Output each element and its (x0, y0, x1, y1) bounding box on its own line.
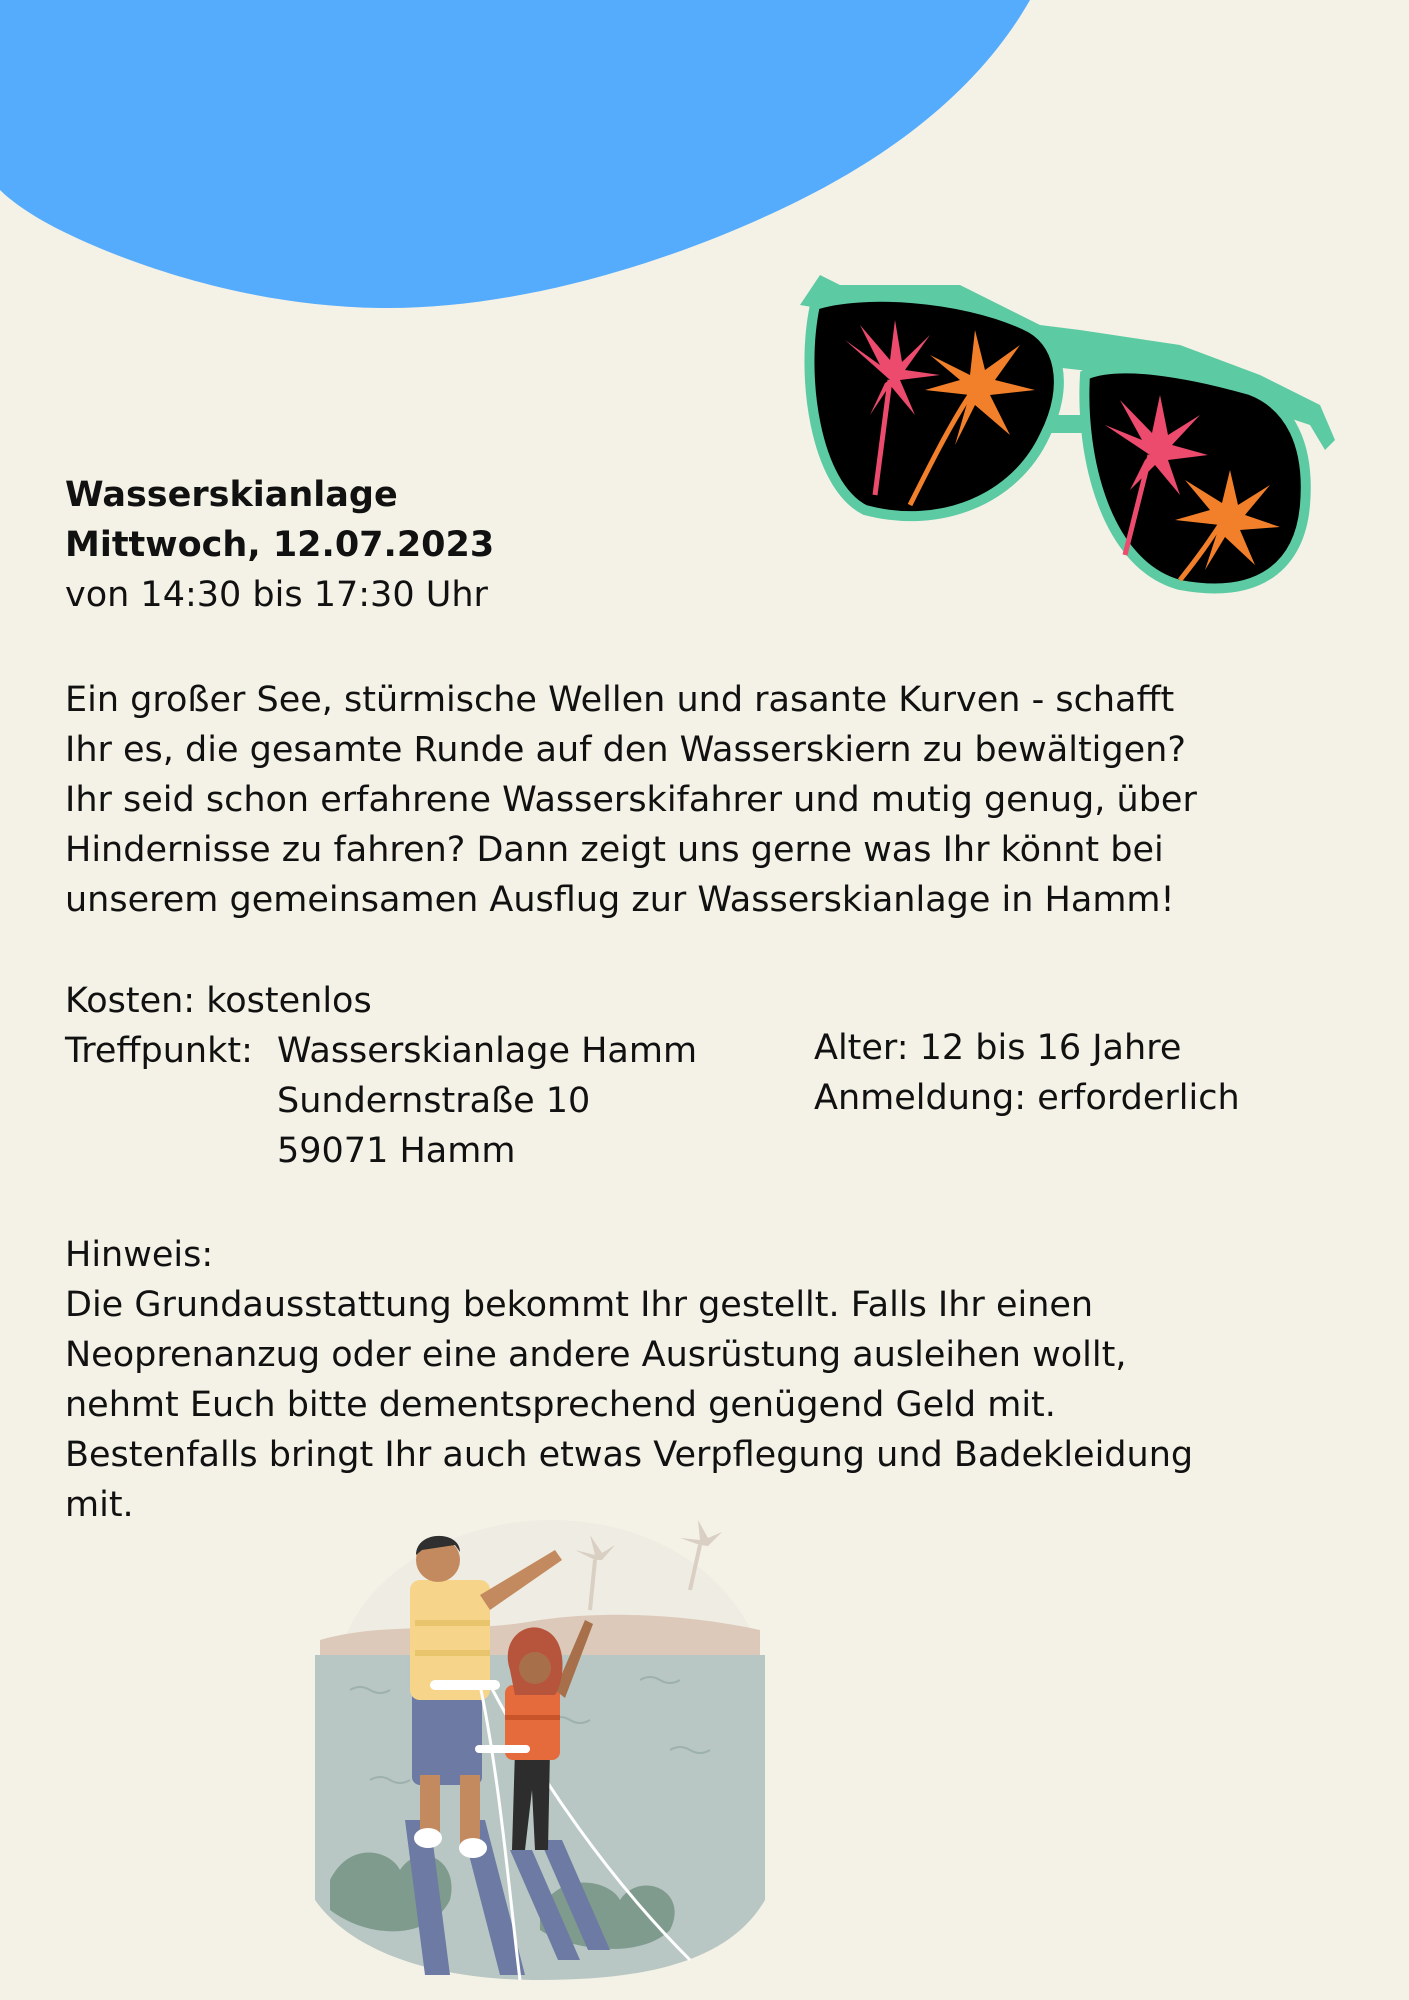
meeting-address-line: Sundernstraße 10 (277, 1081, 591, 1121)
sunglasses-icon (780, 265, 1340, 615)
meeting-address-line: 59071 Hamm (277, 1131, 516, 1171)
meeting-point (65, 1026, 697, 1176)
costs-info: Kosten: kostenlos (65, 981, 372, 1021)
water-ski-illustration (310, 1520, 770, 1980)
event-time: von 14:30 bis 17:30 Uhr (65, 575, 488, 615)
intro-line: Ihr seid schon erfahrene Wasserskifahrer und mutig genug, über (65, 780, 1197, 820)
meeting-address-line: Wasserskianlage Hamm (277, 1031, 698, 1071)
intro-line: Hindernisse zu fahren? Dann zeigt uns gerne was Ihr könnt bei (65, 830, 1164, 870)
note-line: Bestenfalls bringt Ihr auch etwas Verpflegung und Badekleidung (65, 1435, 1194, 1475)
note-line: Die Grundausstattung bekommt Ihr gestellt. Falls Ihr einen (65, 1285, 1094, 1325)
intro-line: Ein großer See, stürmische Wellen und rasante Kurven - schafft (65, 680, 1175, 720)
note-line: mit. (65, 1485, 134, 1525)
meeting-label: Treffpunkt: (65, 1031, 253, 1071)
event-header (65, 470, 494, 620)
intro-line: unserem gemeinsamen Ausflug zur Wasserskianlage in Hamm! (65, 880, 1175, 920)
registration-info: Anmeldung: erforderlich (814, 1078, 1240, 1118)
event-date: Mittwoch, 12.07.2023 (65, 525, 495, 565)
intro-paragraph (65, 675, 1355, 925)
note-line: nehmt Euch bitte dementsprechend genügend Geld mit. (65, 1385, 1056, 1425)
intro-line: Ihr es, die gesamte Runde auf den Wasserskiern zu bewältigen? (65, 730, 1186, 770)
event-location: Wasserskianlage (65, 475, 398, 515)
age-info: Alter: 12 bis 16 Jahre (814, 1028, 1182, 1068)
note-section (65, 1230, 1355, 1530)
note-line: Neoprenanzug oder eine andere Ausrüstung ausleihen wollt, (65, 1335, 1127, 1375)
note-title: Hinweis: (65, 1235, 214, 1275)
age-registration-info (814, 1023, 1240, 1123)
